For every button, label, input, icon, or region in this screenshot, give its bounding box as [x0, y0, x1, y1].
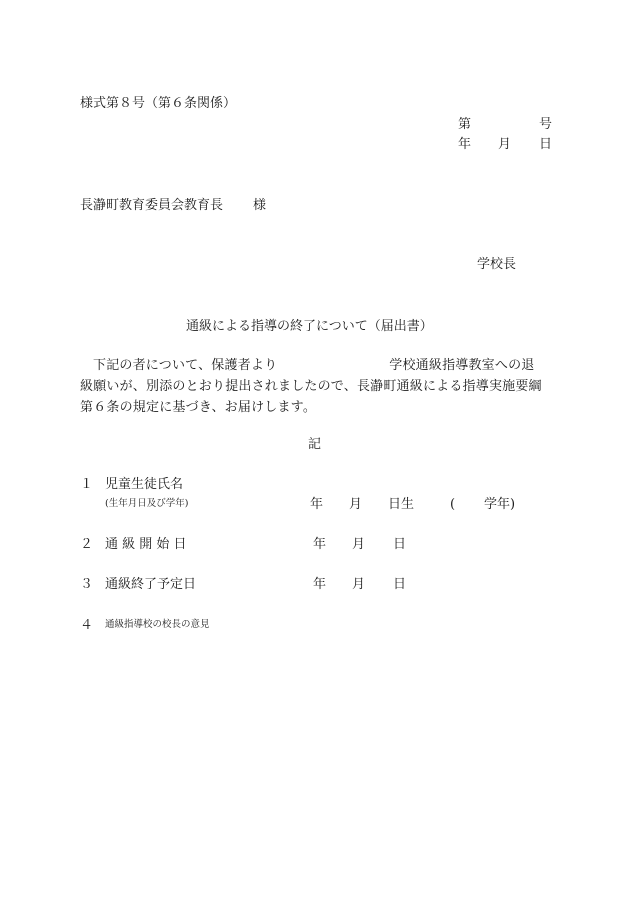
item1-month: 月: [349, 497, 363, 512]
item1-paren-open: (: [450, 497, 456, 512]
item1-birthday: 日生: [388, 497, 415, 512]
item1-sublabel: (生年月日及び学年): [105, 498, 189, 509]
item2-day: 日: [393, 537, 407, 552]
item2-year: 年: [313, 537, 327, 552]
addressee: 長瀞町教育委員会教育長: [80, 198, 224, 213]
ki-heading: 記: [308, 437, 322, 452]
date-year: 年: [458, 137, 472, 152]
number-go: 号: [539, 117, 553, 132]
item2-label: 通 級 開 始 日: [105, 537, 187, 552]
item1-label: 児童生徒氏名: [105, 477, 184, 492]
document-title: 通級による指導の終了について（届出書）: [186, 319, 433, 334]
sender-title: 学校長: [477, 257, 517, 272]
body-line2: 級願いが、別添のとおり提出されましたので、長瀞町通級による指導実施要綱: [80, 379, 542, 394]
item3-number: ３: [80, 577, 94, 592]
date-month: 月: [498, 137, 512, 152]
item4-number: ４: [80, 618, 94, 633]
body-line1-b: 学校通級指導教室への退: [389, 358, 535, 373]
item1-number: １: [80, 477, 94, 492]
item2-number: ２: [80, 537, 94, 552]
item3-month: 月: [352, 577, 366, 592]
body-paragraph: [80, 355, 553, 418]
body-line3: 第６条の規定に基づき、お届けします。: [80, 400, 317, 415]
addressee-honorific: 様: [253, 198, 267, 213]
item3-day: 日: [393, 577, 407, 592]
item1-grade: 学年): [484, 497, 516, 512]
item1-year: 年: [310, 497, 324, 512]
number-dai: 第: [458, 117, 472, 132]
date-day: 日: [539, 137, 553, 152]
item4-label: 通級指導校の校長の意見: [105, 619, 210, 630]
form-label: 様式第８号（第６条関係）: [80, 96, 237, 111]
body-line1-a: 下記の者について、保護者より: [93, 358, 278, 373]
item3-year: 年: [313, 577, 327, 592]
item2-month: 月: [352, 537, 366, 552]
item3-label: 通級終了予定日: [105, 577, 197, 592]
